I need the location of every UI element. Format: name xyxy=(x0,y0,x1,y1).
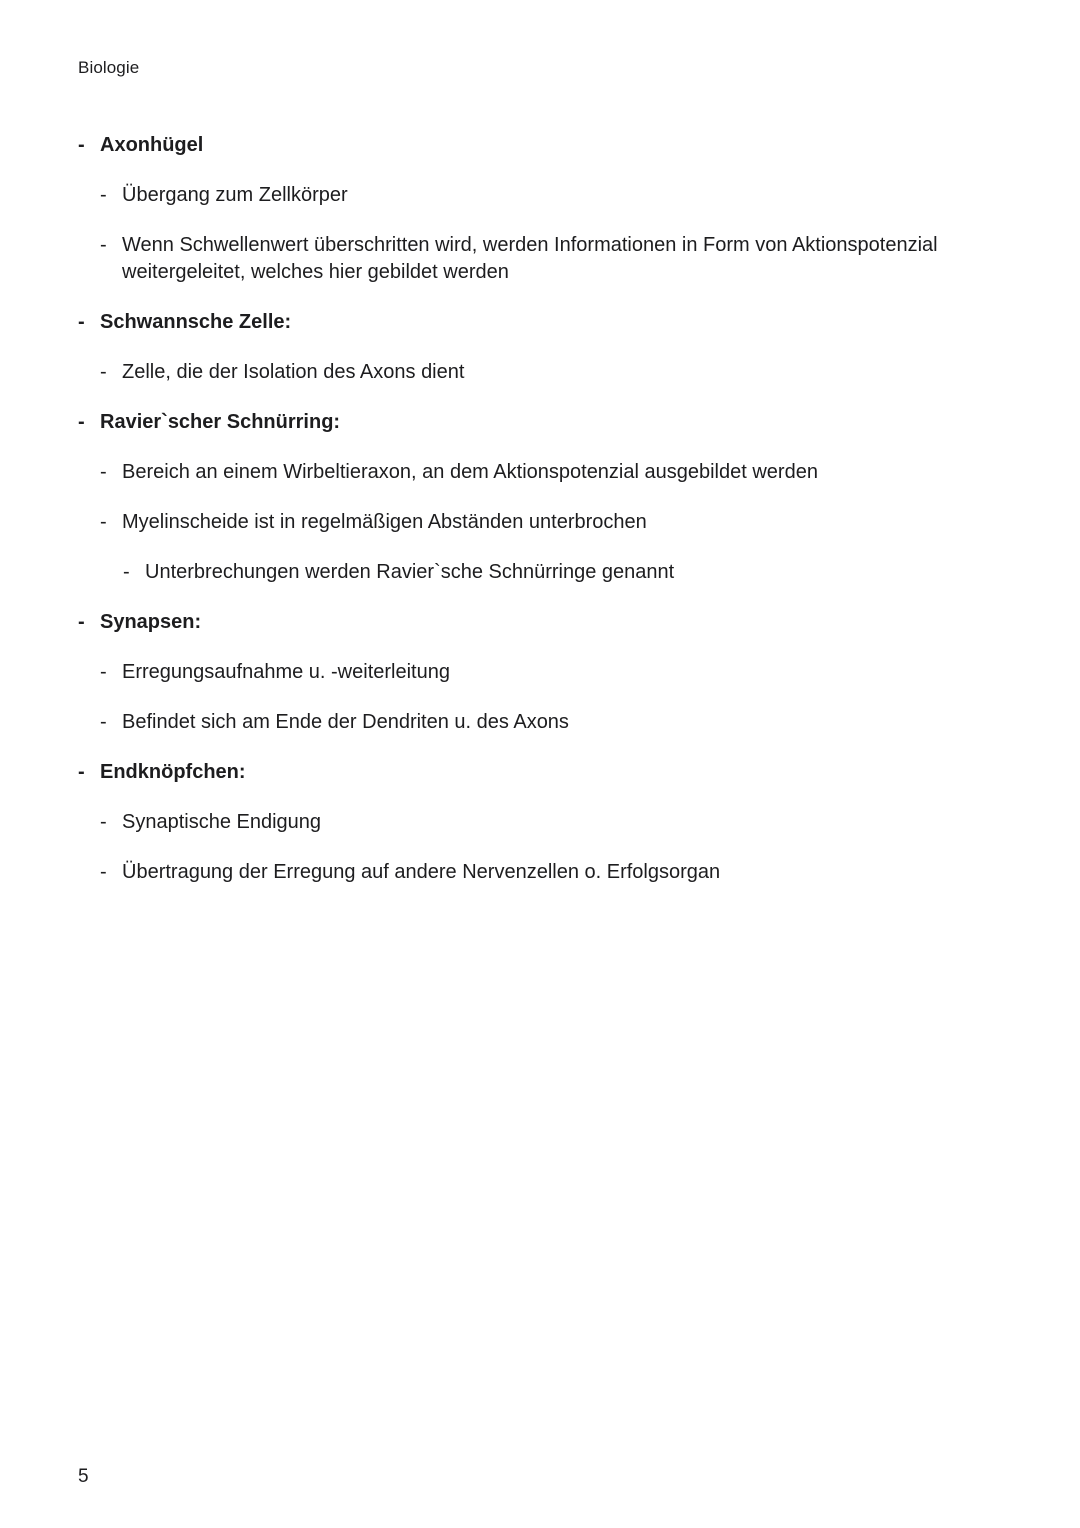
bullet-dash xyxy=(100,182,122,209)
bullet-dash xyxy=(78,409,100,436)
list-item-text: Myelinscheide ist in regelmäßigen Abständen unterbrochen xyxy=(122,511,647,534)
bullet-dash xyxy=(123,559,145,586)
bullet-dash xyxy=(78,759,100,786)
list-item xyxy=(100,182,948,209)
bullet-dash xyxy=(100,859,122,886)
section-title-row xyxy=(78,409,948,436)
list-item xyxy=(100,459,948,486)
list-item-text: Übergang zum Zellkörper xyxy=(122,184,348,207)
sub-list-item-text: Unterbrechungen werden Ravier`sche Schnürringe genannt xyxy=(145,561,675,584)
bullet-dash xyxy=(100,709,122,736)
list-item-text: Wenn Schwellenwert überschritten wird, werden Informationen in Form von Aktionspotenzial weitergeleitet, welches hier gebildet werden xyxy=(122,234,938,284)
page-header: Biologie xyxy=(78,58,140,77)
list-item-text: Befindet sich am Ende der Dendriten u. des Axons xyxy=(122,711,569,734)
list-item xyxy=(100,509,948,536)
sub-list-item xyxy=(123,559,948,586)
bullet-dash xyxy=(78,132,100,159)
section-title-row xyxy=(78,309,948,336)
bullet-dash xyxy=(100,359,122,386)
section-title-row xyxy=(78,609,948,636)
list-item-text: Bereich an einem Wirbeltieraxon, an dem Aktionspotenzial ausgebildet werden xyxy=(122,461,818,484)
section-title-row xyxy=(78,759,948,786)
notes-list xyxy=(78,132,948,886)
section-title: Schwannsche Zelle: xyxy=(100,311,292,334)
list-item xyxy=(100,809,948,836)
bullet-dash xyxy=(78,609,100,636)
section-title: Ravier`scher Schnürring: xyxy=(100,411,341,434)
page-number: 5 xyxy=(78,1466,89,1487)
list-item-text: Zelle, die der Isolation des Axons dient xyxy=(122,361,465,384)
bullet-dash xyxy=(100,659,122,686)
list-item-text: Übertragung der Erregung auf andere Nervenzellen o. Erfolgsorgan xyxy=(122,861,721,884)
section-title-row xyxy=(78,132,948,159)
bullet-dash xyxy=(100,459,122,486)
list-item xyxy=(100,659,948,686)
bullet-dash xyxy=(100,809,122,836)
bullet-dash xyxy=(78,309,100,336)
bullet-dash xyxy=(100,232,122,259)
section-title: Axonhügel xyxy=(100,134,204,157)
list-item-text: Synaptische Endigung xyxy=(122,811,322,834)
list-item xyxy=(100,359,948,386)
list-item xyxy=(100,232,948,286)
section-title: Synapsen: xyxy=(100,611,202,634)
section-title: Endknöpfchen: xyxy=(100,761,246,784)
list-item xyxy=(100,709,948,736)
list-item-text: Erregungsaufnahme u. -weiterleitung xyxy=(122,661,450,684)
list-item xyxy=(100,859,948,886)
bullet-dash xyxy=(100,509,122,536)
